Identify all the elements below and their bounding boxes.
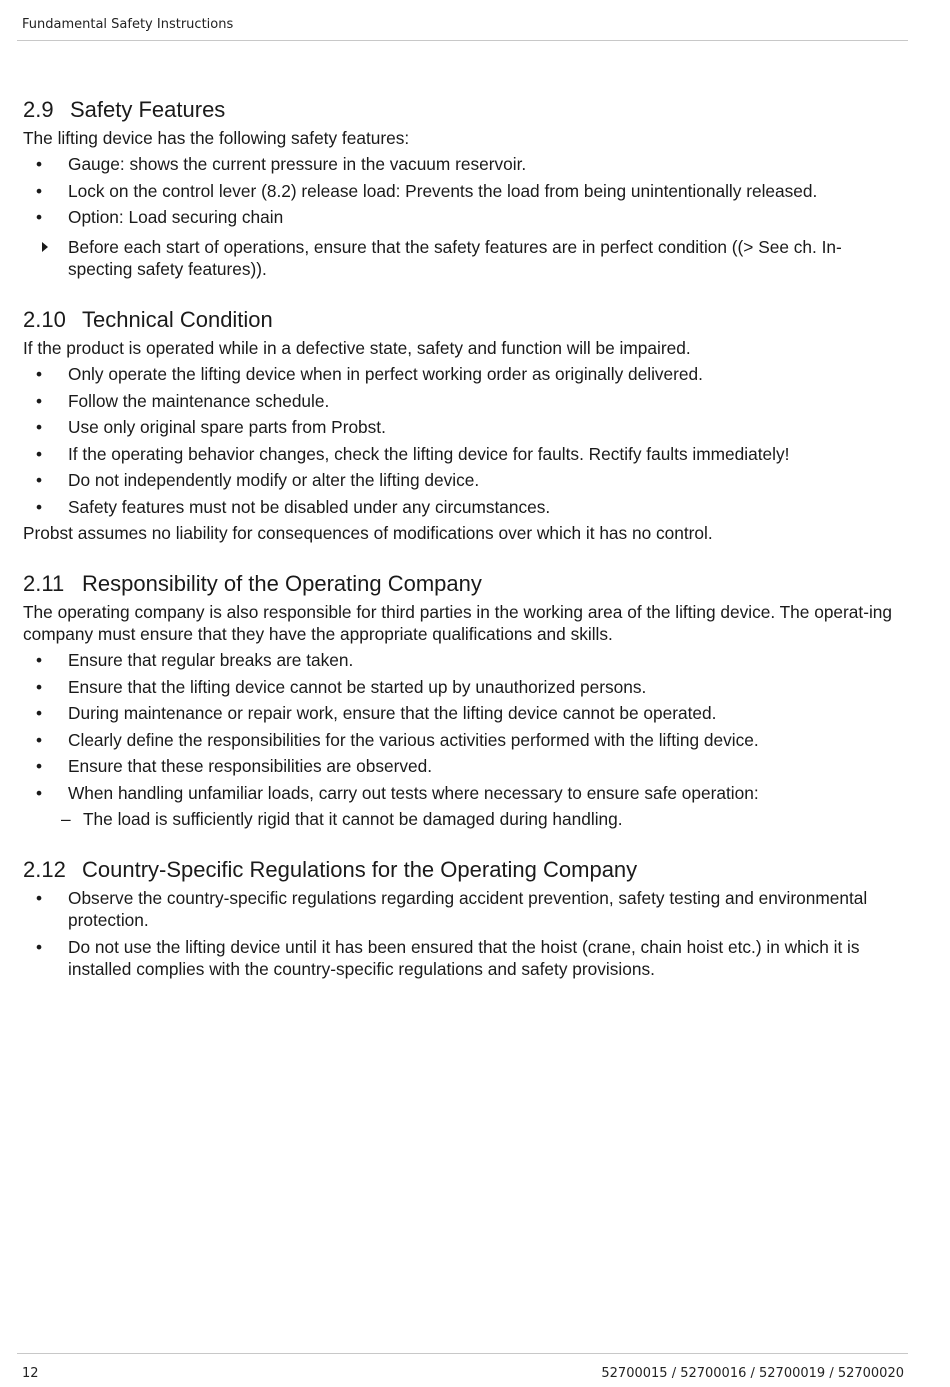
list-item-text: Option: Load securing chain	[68, 207, 284, 227]
section-number: 2.10	[23, 307, 66, 332]
section-intro: If the product is operated while in a defective state, safety and function will be impaired.	[23, 338, 691, 358]
list-item	[23, 729, 903, 751]
bullet-icon: •	[36, 650, 43, 670]
footer-divider	[17, 1353, 908, 1354]
list-item	[23, 702, 903, 724]
section-closing: Probst assumes no liability for consequences of modifications over which it has no control.	[23, 523, 713, 543]
list-item	[23, 153, 903, 175]
list-item	[23, 180, 903, 202]
bullet-icon: •	[36, 496, 43, 517]
action-text: Before each start of operations, ensure that the safety features are in perfect condition ((> See ch. In-specting safety features)).	[68, 237, 842, 279]
section-heading	[23, 96, 903, 124]
list-item-text: Do not independently modify or alter the lifting device.	[68, 470, 480, 490]
list-item	[23, 496, 903, 518]
bullet-icon: •	[36, 154, 43, 174]
page-number: 12	[22, 1366, 39, 1381]
section-heading	[23, 306, 903, 334]
section-title: Country-Specific Regulations for the Operating Company	[82, 857, 638, 882]
list-item-text: Use only original spare parts from Probst.	[68, 417, 386, 437]
section-heading	[23, 856, 903, 884]
list-item-text: Ensure that the lifting device cannot be started up by unauthorized persons.	[68, 676, 647, 697]
section-number: 2.12	[23, 857, 66, 882]
bullet-icon: •	[36, 703, 43, 723]
bullet-icon: •	[36, 390, 43, 411]
list-item	[23, 206, 903, 228]
list-item	[23, 649, 903, 671]
list-item	[23, 363, 903, 385]
section-intro: The lifting device has the following safety features:	[23, 128, 410, 148]
list-item	[23, 782, 903, 804]
bullet-list	[23, 153, 903, 228]
arrow-right-icon	[42, 242, 48, 252]
bullet-list	[23, 363, 903, 518]
section-intro: The operating company is also responsible for third parties in the working area of the lifting device. The operat-ing company must ensure that they have the appropriate qualifications and skills.	[23, 602, 893, 644]
dash-icon: –	[61, 809, 71, 829]
section-country-specific-regulations	[23, 856, 903, 980]
bullet-icon: •	[36, 180, 43, 201]
section-title: Responsibility of the Operating Company	[82, 571, 482, 596]
list-item	[23, 887, 903, 931]
list-item-text: Safety features must not be disabled under any circumstances.	[68, 496, 551, 517]
list-item-text: Only operate the lifting device when in perfect working order as originally delivered.	[68, 364, 703, 384]
page-content	[23, 96, 903, 1006]
section-number: 2.11	[23, 571, 65, 596]
list-item	[23, 390, 903, 412]
list-item	[23, 676, 903, 698]
list-item-text: Ensure that regular breaks are taken.	[68, 650, 354, 670]
list-item	[23, 755, 903, 777]
bullet-icon: •	[36, 729, 43, 750]
list-item-text: If the operating behavior changes, check the lifting device for faults. Rectify faults immediately!	[68, 443, 790, 464]
section-heading	[23, 570, 903, 598]
bullet-list	[23, 887, 903, 980]
list-item-text: Observe the country-specific regulations regarding accident prevention, safety testing and environmental protection.	[68, 888, 868, 930]
section-number: 2.9	[23, 97, 54, 122]
list-item	[23, 443, 903, 465]
bullet-icon: •	[36, 676, 43, 697]
section-technical-condition	[23, 306, 903, 544]
bullet-icon: •	[36, 207, 43, 227]
section-title: Technical Condition	[82, 307, 273, 332]
bullet-icon: •	[36, 470, 43, 490]
document-numbers: 52700015 / 52700016 / 52700019 / 52700020	[601, 1366, 904, 1381]
list-item-text: Follow the maintenance schedule.	[68, 390, 330, 411]
list-item-text: During maintenance or repair work, ensure that the lifting device cannot be operated.	[68, 703, 717, 723]
list-item-text: Do not use the lifting device until it has been ensured that the hoist (crane, chain hoist etc.) in which it is installed complies with the country-specific regulations and safety provisions.	[68, 936, 860, 979]
section-title: Safety Features	[70, 97, 226, 122]
list-item-text: Lock on the control lever (8.2) release load: Prevents the load from being unintentionally released.	[68, 180, 818, 201]
bullet-icon: •	[36, 782, 43, 803]
action-step	[23, 236, 903, 280]
sub-list-item	[23, 808, 903, 830]
bullet-icon: •	[36, 888, 43, 908]
list-item-text: Gauge: shows the current pressure in the vacuum reservoir.	[68, 154, 527, 174]
list-item	[23, 936, 903, 980]
header-divider	[17, 40, 908, 41]
bullet-icon: •	[36, 443, 43, 464]
sub-list-item-text: The load is sufficiently rigid that it cannot be damaged during handling.	[83, 809, 623, 829]
section-safety-features	[23, 96, 903, 280]
list-item	[23, 416, 903, 438]
list-item-text: When handling unfamiliar loads, carry out tests where necessary to ensure safe operation:	[68, 782, 759, 803]
list-item	[23, 469, 903, 491]
section-operating-company-responsibility	[23, 570, 903, 830]
bullet-icon: •	[36, 936, 43, 957]
bullet-icon: •	[36, 364, 43, 384]
list-item-text: Ensure that these responsibilities are observed.	[68, 756, 433, 776]
bullet-list	[23, 649, 903, 804]
list-item-text: Clearly define the responsibilities for the various activities performed with the lifting device.	[68, 729, 759, 750]
bullet-icon: •	[36, 756, 43, 776]
running-header: Fundamental Safety Instructions	[22, 17, 234, 32]
bullet-icon: •	[36, 417, 43, 437]
